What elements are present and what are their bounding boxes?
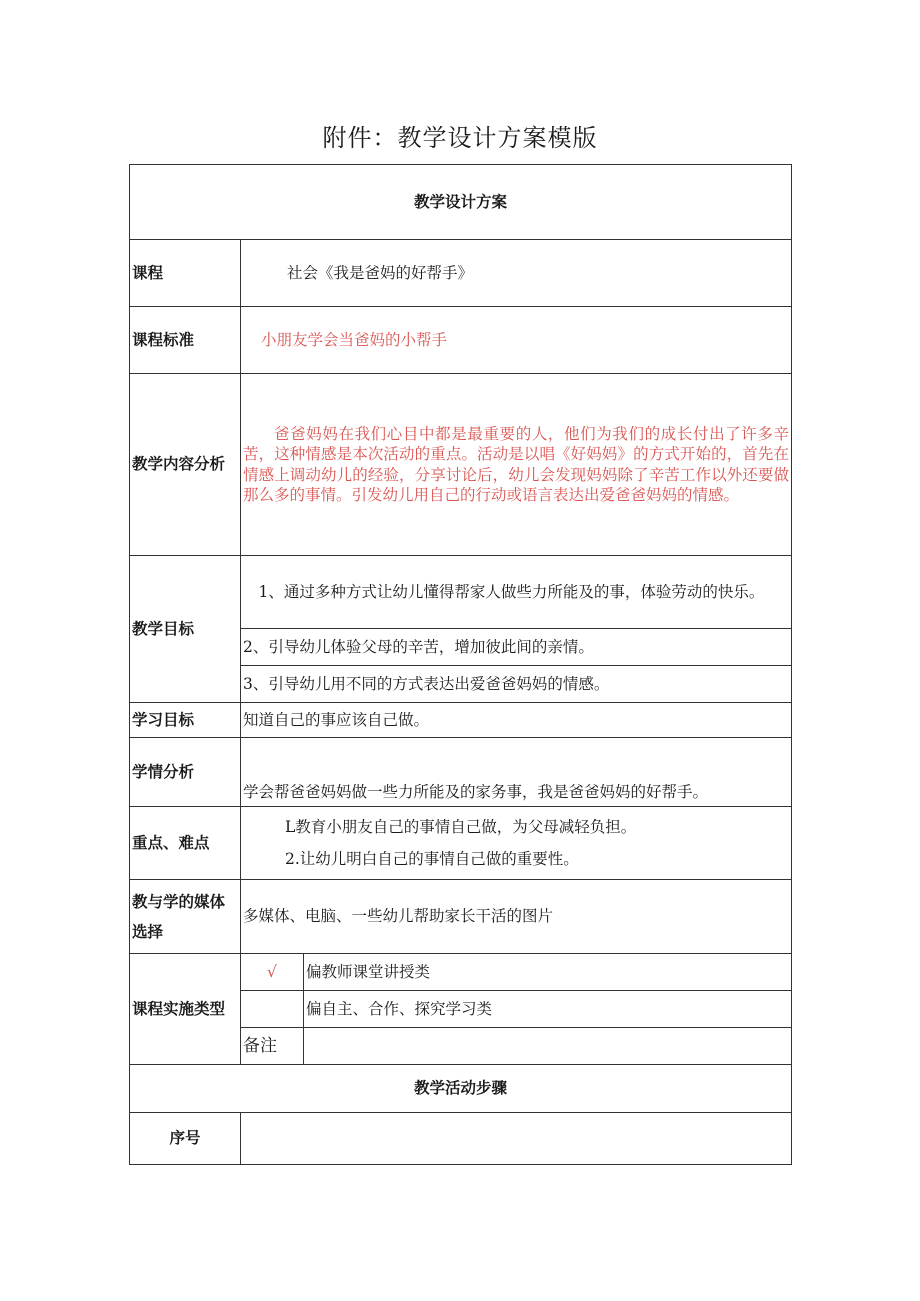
learner-analysis-value: 学会帮爸爸妈妈做一些力所能及的家务事，我是爸爸妈妈的好帮手。 <box>241 738 792 807</box>
objective-item-1: 1、通过多种方式让幼儿懂得帮家人做些力所能及的事，体验劳动的快乐。 <box>241 556 792 629</box>
table-header-row <box>130 165 792 240</box>
content-analysis-label: 教学内容分析 <box>130 374 241 556</box>
standard-label: 课程标准 <box>130 307 241 374</box>
key-point-2: 2.让幼儿明白自己的事情自己做的重要性。 <box>285 850 579 868</box>
learner-analysis-label: 学情分析 <box>130 738 241 807</box>
implementation-option-1: 偏教师课堂讲授类 <box>304 954 792 991</box>
document-title: 附件：教学设计方案模版 <box>322 124 598 152</box>
learning-goal-label: 学习目标 <box>130 703 241 738</box>
seq-label: 序号 <box>130 1113 241 1165</box>
course-label: 课程 <box>130 240 241 307</box>
key-points-label: 重点、难点 <box>130 807 241 880</box>
standard-value: 小朋友学会当爸妈的小帮手 <box>241 307 792 374</box>
implementation-check-2[interactable] <box>241 991 304 1028</box>
media-row <box>130 880 792 954</box>
content-analysis-value: 爸爸妈妈在我们心目中都是最重要的人，他们为我们的成长付出了许多辛苦，这种情感是本次活动的重点。活动是以唱《好妈妈》的方式开始的，首先在情感上调动幼儿的经验，分享讨论后，幼儿会发现妈妈除了辛苦工作以外还要做那么多的事情。引发幼儿用自己的行动或语言表达出爱爸爸妈妈的情感。 <box>241 374 792 556</box>
objective-item-2: 2、引导幼儿体验父母的辛苦，增加彼此间的亲情。 <box>241 629 792 666</box>
objectives-label: 教学目标 <box>130 556 241 703</box>
implementation-option-2: 偏自主、合作、探究学习类 <box>304 991 792 1028</box>
implementation-row-1 <box>130 954 792 991</box>
seq-value[interactable] <box>241 1113 792 1165</box>
course-row <box>130 240 792 307</box>
learning-goal-value: 知道自己的事应该自己做。 <box>241 703 792 738</box>
implementation-note-label: 备注 <box>241 1028 304 1065</box>
standard-row <box>130 307 792 374</box>
objective-row-1 <box>130 556 792 629</box>
implementation-note-value[interactable] <box>304 1028 792 1065</box>
key-points-row <box>130 807 792 880</box>
implementation-check-1[interactable]: √ <box>241 954 304 991</box>
course-value: 社会《我是爸妈的好帮手》 <box>241 240 792 307</box>
media-label: 教与学的媒体选择 <box>130 880 241 954</box>
key-points-cell <box>241 807 792 880</box>
content-analysis-row <box>130 374 792 556</box>
implementation-label: 课程实施类型 <box>130 954 241 1065</box>
teaching-plan-table <box>129 164 792 1165</box>
learning-goal-row <box>130 703 792 738</box>
key-point-1: L教育小朋友自己的事情自己做，为父母减轻负担。 <box>285 818 637 836</box>
media-value: 多媒体、电脑、一些幼儿帮助家长干活的图片 <box>241 880 792 954</box>
seq-row <box>130 1113 792 1165</box>
steps-header-row <box>130 1065 792 1113</box>
table-header: 教学设计方案 <box>130 165 792 240</box>
learner-analysis-row <box>130 738 792 807</box>
objective-item-3: 3、引导幼儿用不同的方式表达出爱爸爸妈妈的情感。 <box>241 666 792 703</box>
steps-header: 教学活动步骤 <box>130 1065 792 1113</box>
